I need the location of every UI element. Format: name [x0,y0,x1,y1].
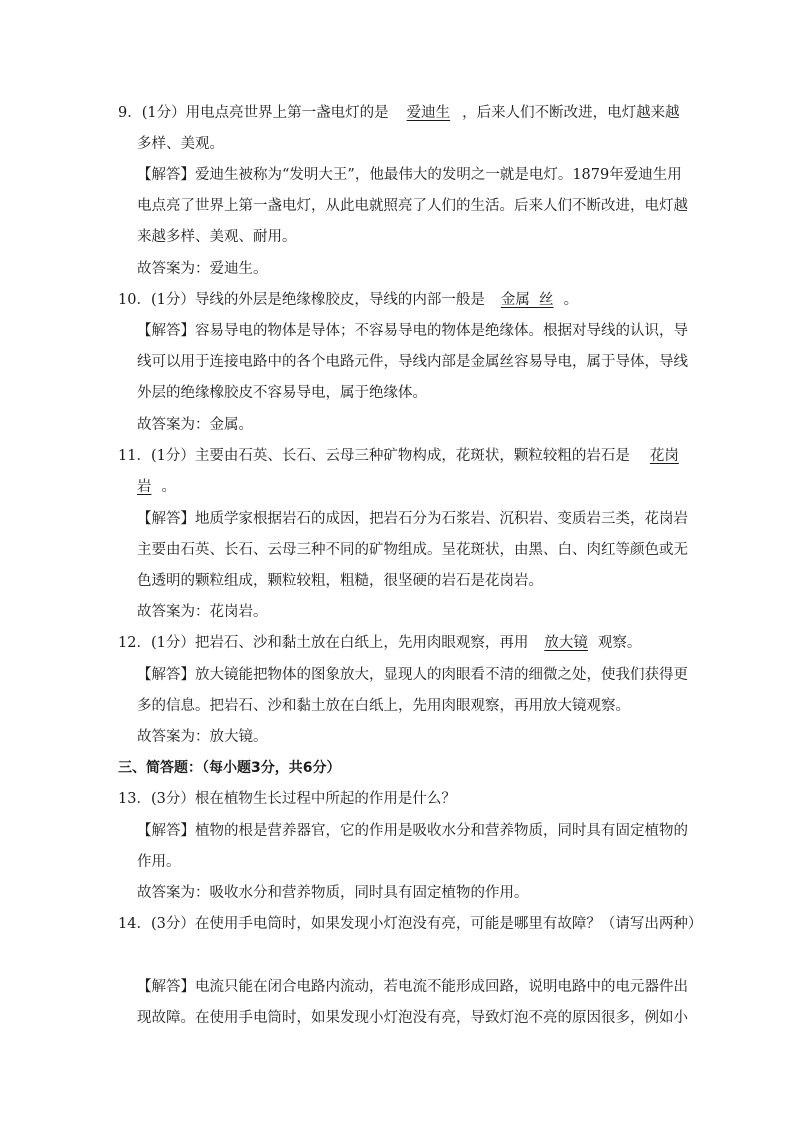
answer-blank: 放大镜 [544,635,588,651]
analysis-line: 线可以用于连接电路中的各个电路元件，导线内部是金属丝容易导电，属于导体，导线 [137,354,688,370]
analysis-line: 【解答】容易导电的物体是导体；不容易导电的物体是绝缘体。根据对导线的认识，导 [137,323,688,339]
analysis-line: 现故障。在使用手电筒时，如果发现小灯泡没有亮，导致灯泡不亮的原因很多，例如小 [137,1010,688,1026]
analysis-line: 电点亮了世界上第一盏电灯，从此电就照亮了人们的生活。后来人们不断改进，电灯越 [137,198,688,214]
question-number: 12．(1分） [118,635,195,651]
analysis-line: 色透明的颗粒组成，颗粒较粗，粗糙，很坚硬的岩石是花岗岩。 [137,573,543,589]
question-number: 14．(3分） [118,916,195,932]
answer-blank: 岩 [137,479,152,495]
question-13 [118,789,456,809]
question-stem: ，后来人们不断改进，电灯越来越 [462,105,680,121]
question-12 [118,633,641,653]
question-stem: 主要由石英、长石、云母三种矿物构成，花斑状，颗粒较粗的岩石是 [194,448,630,464]
question-stem: 把岩石、沙和黏土放在白纸上，先用肉眼观察，再用 [194,635,529,651]
analysis-line: 多的信息。把岩石、沙和黏土放在白纸上，先用肉眼观察，再用放大镜观察。 [137,698,630,714]
question-stem: 用电点亮世界上第一盏电灯的是 [185,105,389,121]
question-10 [118,290,578,310]
analysis-line: 【解答】地质学家根据岩石的成因，把岩石分为石浆岩、沉积岩、变质岩三类，花岗岩 [137,511,688,527]
final-answer: 故答案为：爱迪生。 [137,261,268,277]
question-stem: 导线的外层是绝缘橡胶皮，导线的内部一般是 [194,292,485,308]
question-number: 11．(1分） [118,448,195,464]
question-number: 10．(1分） [118,292,195,308]
analysis-line: 【解答】植物的根是营养器官，它的作用是吸收水分和营养物质，同时具有固定植物的 [137,823,688,839]
analysis-line: 外层的绝缘橡胶皮不容易导电，属于绝缘体。 [137,385,427,401]
final-answer: 故答案为：花岗岩。 [137,604,268,620]
question-11-cont [137,477,176,497]
analysis-line: 主要由石英、长石、云母三种不同的矿物组成。呈花斑状，由黑、白、肉红等颜色或无 [137,542,688,558]
question-stem: 根在植物生长过程中所起的作用是什么？ [194,791,456,807]
answer-blank: 花岗 [649,448,679,464]
analysis-line: 【解答】放大镜能把物体的图象放大，显现人的肉眼看不清的细微之处，使我们获得更 [137,667,688,683]
question-14 [118,914,702,934]
question-9-cont: 多样、美观。 [137,136,224,152]
analysis-line: 【解答】电流只能在闭合电路内流动，若电流不能形成回路，说明电路中的电元器件出 [137,979,688,995]
question-stem: 。 [563,292,579,308]
question-stem: 。 [161,479,176,495]
question-11 [118,446,679,466]
final-answer: 故答案为：吸收水分和营养物质，同时具有固定植物的作用。 [137,885,529,901]
question-stem: 在使用手电筒时，如果发现小灯泡没有亮，可能是哪里有故障？（请写出两种） [194,916,703,932]
analysis-line: 【解答】爱迪生被称为“发明大王”，他最伟大的发明之一就是电灯。1879年爱迪生用 [137,167,682,183]
analysis-line: 作用。 [137,854,181,870]
final-answer: 故答案为：放大镜。 [137,729,268,745]
question-stem: 观察。 [597,635,642,651]
final-answer: 故答案为：金属。 [137,417,253,433]
section-heading: 三、简答题：（每小题3分，共6分） [118,760,341,776]
answer-blank: 金属 丝 [500,292,554,308]
question-number: 9．(1分） [118,105,186,121]
question-number: 13．(3分） [118,791,195,807]
analysis-line: 来越多样、美观、耐用。 [137,229,297,245]
answer-blank: 爱迪生 [406,105,451,121]
question-9 [118,103,680,123]
